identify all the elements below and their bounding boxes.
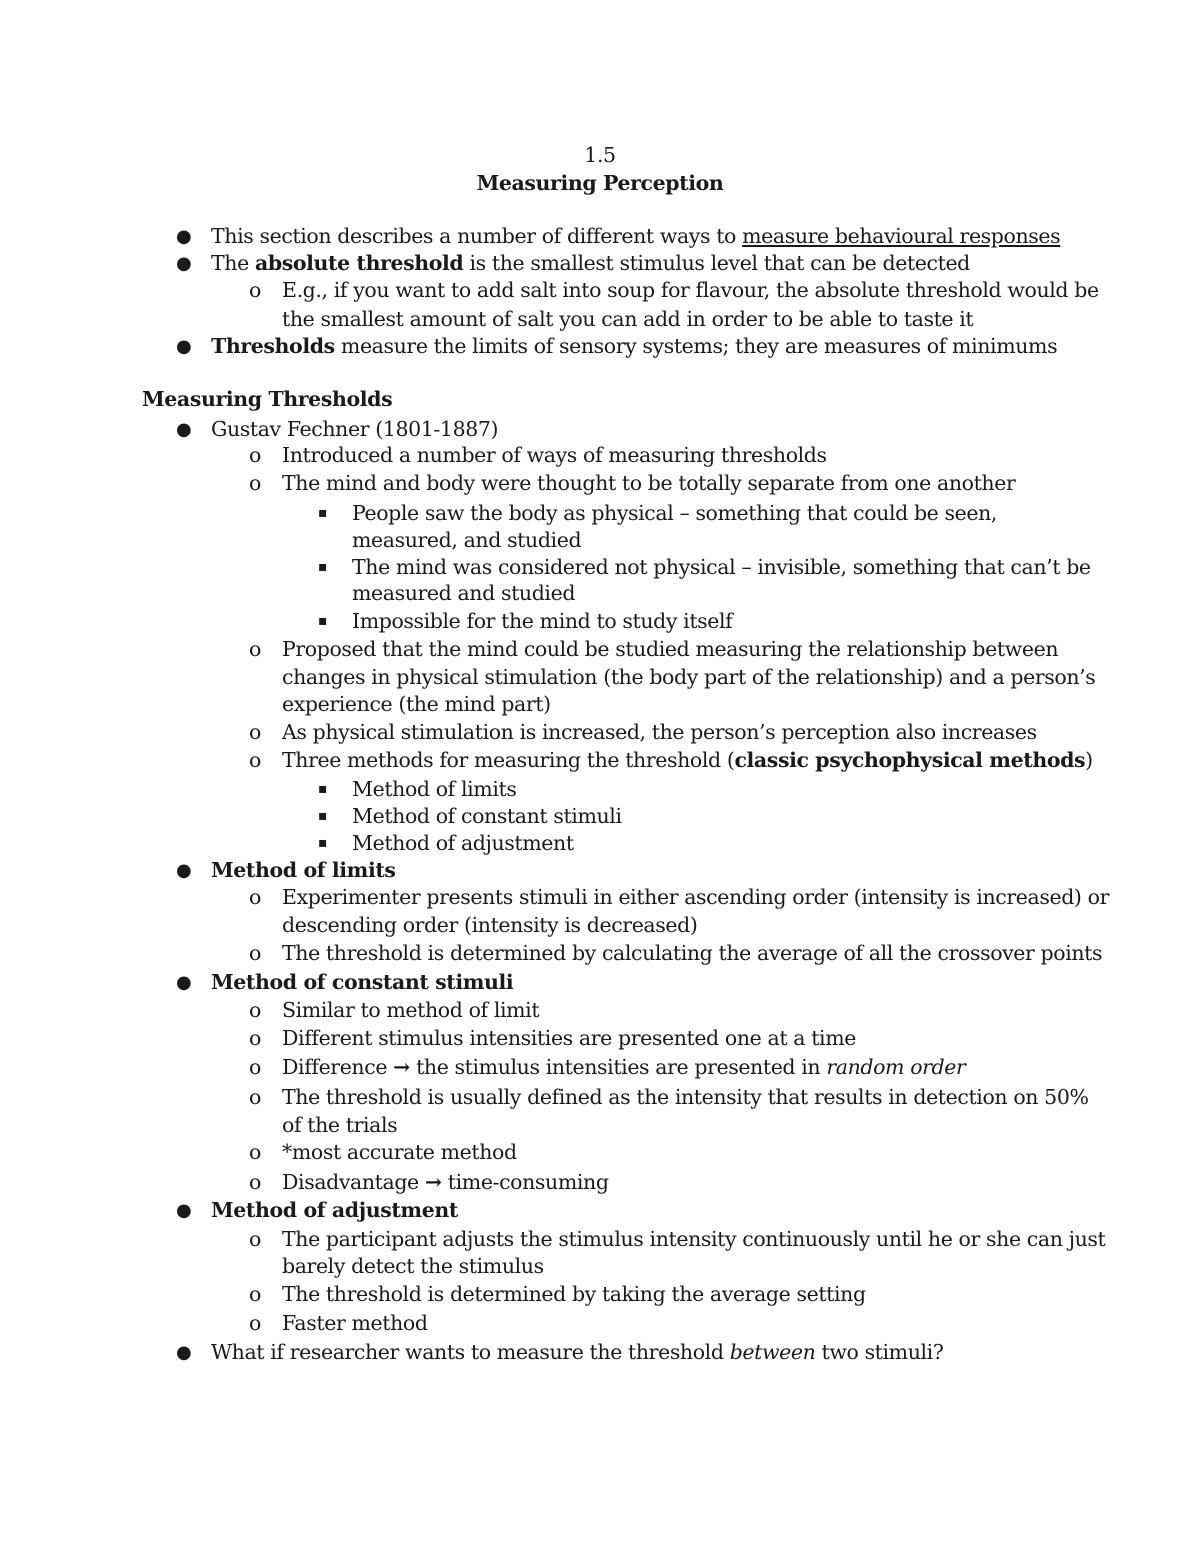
list-item: *most accurate method: [282, 1140, 517, 1164]
list-item: Disadvantage → time-consuming: [282, 1170, 609, 1194]
circle-marker: o: [249, 885, 261, 909]
square-marker: ▪: [318, 808, 328, 824]
circle-marker: o: [249, 1227, 261, 1251]
list-item: Experimenter presents stimuli in either ascending order (intensity is increased) or: [282, 885, 1109, 909]
list-item: The mind was considered not physical – invisible, something that can’t be: [352, 555, 1091, 579]
list-item-continuation: measured and studied: [352, 581, 576, 605]
square-marker: ▪: [318, 781, 328, 797]
circle-marker: o: [249, 941, 261, 965]
bullet-marker: ●: [176, 253, 192, 274]
square-marker: ▪: [318, 835, 328, 851]
list-item: As physical stimulation is increased, the person’s perception also increases: [282, 720, 1037, 744]
list-item-continuation: descending order (intensity is decreased): [282, 913, 698, 937]
bullet-marker: ●: [176, 336, 192, 357]
page-title: Measuring Perception: [476, 171, 724, 195]
bullet-marker: ●: [176, 419, 192, 440]
circle-marker: o: [249, 720, 261, 744]
list-item: E.g., if you want to add salt into soup for flavour, the absolute threshold would be: [282, 278, 1099, 302]
list-item: Three methods for measuring the threshold (classic psychophysical methods): [282, 748, 1093, 772]
circle-marker: o: [249, 998, 261, 1022]
list-item: Proposed that the mind could be studied measuring the relationship between: [282, 637, 1059, 661]
list-item: The mind and body were thought to be totally separate from one another: [282, 471, 1016, 495]
bullet-marker: ●: [176, 972, 192, 993]
list-item: The threshold is determined by calculating the average of all the crossover points: [282, 941, 1103, 965]
underlined-text: measure behavioural responses: [742, 224, 1061, 248]
list-item-continuation: barely detect the stimulus: [282, 1254, 544, 1278]
list-item: Method of limits: [211, 858, 396, 882]
arrow-right-icon: →: [424, 1170, 442, 1194]
list-item-continuation: the smallest amount of salt you can add in order to be able to taste it: [282, 307, 974, 331]
arrow-right-icon: →: [393, 1055, 410, 1079]
circle-marker: o: [249, 1055, 261, 1079]
square-marker: ▪: [318, 505, 328, 521]
list-item: This section describes a number of different ways to measure behavioural responses: [211, 224, 1061, 248]
circle-marker: o: [249, 443, 261, 467]
list-item: Impossible for the mind to study itself: [352, 609, 733, 633]
circle-marker: o: [249, 1282, 261, 1306]
list-item: Method of constant stimuli: [211, 970, 514, 994]
list-item: Faster method: [282, 1311, 428, 1335]
list-item: Method of adjustment: [352, 831, 574, 855]
list-item-continuation: experience (the mind part): [282, 692, 551, 716]
circle-marker: o: [249, 1140, 261, 1164]
list-item: Method of constant stimuli: [352, 804, 622, 828]
circle-marker: o: [249, 1085, 261, 1109]
circle-marker: o: [249, 1026, 261, 1050]
circle-marker: o: [249, 471, 261, 495]
list-item: Method of limits: [352, 777, 517, 801]
list-item: The threshold is determined by taking the average setting: [282, 1282, 866, 1306]
bullet-marker: ●: [176, 1342, 192, 1363]
square-marker: ▪: [318, 559, 328, 575]
list-item: Method of adjustment: [211, 1198, 458, 1222]
bullet-marker: ●: [176, 1200, 192, 1221]
list-item: People saw the body as physical – something that could be seen,: [352, 501, 998, 525]
circle-marker: o: [249, 748, 261, 772]
list-item: The participant adjusts the stimulus intensity continuously until he or she can just: [282, 1227, 1106, 1251]
section-heading: Measuring Thresholds: [142, 387, 393, 411]
list-item: The absolute threshold is the smallest stimulus level that can be detected: [211, 251, 970, 275]
circle-marker: o: [249, 1311, 261, 1335]
square-marker: ▪: [318, 613, 328, 629]
circle-marker: o: [249, 1170, 261, 1194]
list-item: The threshold is usually defined as the intensity that results in detection on 50%: [282, 1085, 1089, 1109]
circle-marker: o: [249, 278, 261, 302]
list-item: Gustav Fechner (1801-1887): [211, 417, 499, 441]
list-item: Difference → the stimulus intensities are presented in random order: [282, 1055, 966, 1079]
list-item: Similar to method of limit: [282, 998, 540, 1022]
circle-marker: o: [249, 637, 261, 661]
bullet-marker: ●: [176, 226, 192, 247]
list-item-continuation: measured, and studied: [352, 528, 582, 552]
list-item-continuation: of the trials: [282, 1113, 398, 1137]
list-item: Introduced a number of ways of measuring thresholds: [282, 443, 827, 467]
section-number: 1.5: [584, 143, 616, 167]
list-item: What if researcher wants to measure the threshold between two stimuli?: [211, 1340, 944, 1364]
bullet-marker: ●: [176, 860, 192, 881]
list-item: Different stimulus intensities are presented one at a time: [282, 1026, 856, 1050]
list-item: Thresholds measure the limits of sensory systems; they are measures of minimums: [211, 334, 1058, 358]
list-item-continuation: changes in physical stimulation (the body part of the relationship) and a person’s: [282, 665, 1096, 689]
